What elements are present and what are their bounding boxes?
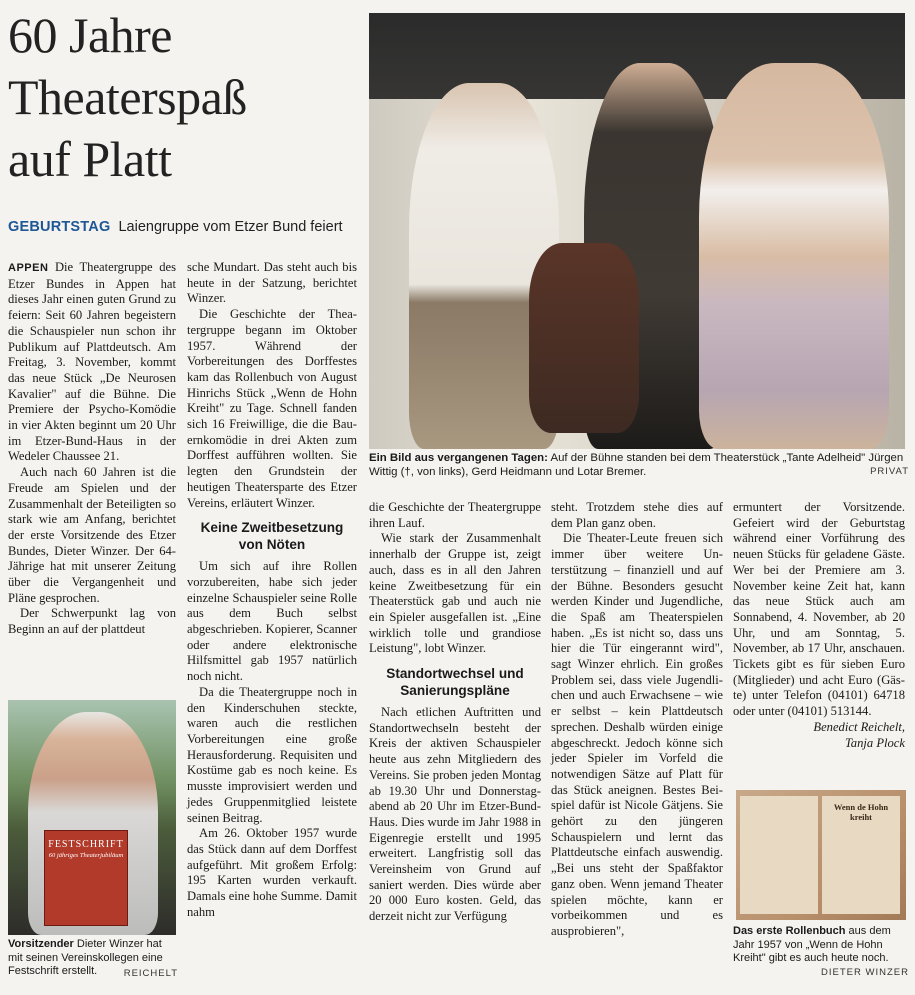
portrait-photo-credit: REICHELT: [123, 968, 178, 979]
portrait-caption: [8, 938, 178, 981]
paragraph: ermuntert der Vorsitzende. Gefeiert wird der Geburtstag während einer Vorführung des neuen Stücks für geladene Gäste. Wer bei der Premiere am 3. November keine Zeit hat, kann das neue Stück auch am Sonnabend, 4. November, ab 20 Uhr, und am Sonntag, 5. November, ab 17 Uhr, anschauen. Tickets gibt es für sieben Euro (Mitglieder) und acht Euro (Gäste) unter Telefon (04101) 64718 oder unter (04101) 513144.: [733, 500, 905, 719]
paragraph: Die Theater-Leute freuen sich immer über weitere Unterstützung – finanziell und auf der Bühne. Besonders gesucht werden Kinder und Jugendliche, die Spaß am Theaterspielen haben. „Es ist nicht so, dass uns hier die Tür eingerannt wird", sagt Winzer ehrlich. Ein großes Problem sei, dass viele Jugendlichen und auch Erwachsene – wie er selbst – kein Plattdeutsch sprechen. Deshalb würden einige abgeschreckt. Jedoch könne sich jeder Spieler im Vorfeld die notwendigen Sätze auf Platt für das Stück aneignen. Bestes Beispiel dafür ist Nicole Gätjens. Sie gehört zu den jüngeren Schauspielern und lernt das Plattdeutsche einfach auswendig. „Bei uns steht der Spaßfaktor ganz oben. Wenn jemand Theater spielen möchte, kann er vorbeikommen und es ausprobieren",: [551, 531, 723, 938]
book-photo: [736, 790, 906, 920]
headline-line1: 60 Jahre: [8, 7, 172, 63]
paragraph: Am 26. Oktober 1957 wurde das Stück dann auf dem Dorffest aufgeführt. Mit großem Erfolg: 195 Karten wurden verkauft. Damals eine hohe Summe. Damit nahm: [187, 826, 357, 919]
book-caption: [733, 925, 909, 979]
main-caption-text: Auf der Bühne standen bei dem Theaterstück „Tante Adelheid" Jürgen Wittig (†, von links), Gerd Heidmann und Lotar Bremer.: [369, 452, 904, 478]
book-title: Wenn de Hohn kreiht: [833, 802, 889, 822]
main-photo-credit: PRIVAT: [870, 466, 909, 477]
paragraph: Auch nach 60 Jahren ist die Freude am Spielen und der Zusammenhalt der Beteiligten so stark wie am Anfang, berichtet der erste Vorsitzende des Etzer Bundes, Dieter Winzer. Der 64-Jährige hat mit unserer Zeitung über die Vergangenheit und Pläne gesprochen.: [8, 465, 176, 605]
main-photo: [369, 13, 905, 449]
festschrift-booklet: [44, 830, 128, 926]
subheading-standortwechsel: Standortwechsel und Sanierungspläne: [386, 666, 524, 699]
article-column-2: [187, 260, 357, 920]
article-column-4: [551, 500, 723, 940]
lead-paragraph: [8, 260, 176, 465]
paragraph: sche Mundart. Das steht auch bis heute in der Satzung, berichtet Winzer.: [187, 260, 357, 306]
booklet-title: FESTSCHRIFT: [48, 839, 124, 850]
booklet-subtitle: 60 jähriges Theaterjubiläum: [48, 852, 124, 859]
portrait-photo: [8, 700, 176, 935]
portrait-caption-text: Dieter Winzer hat mit seinen Vereinskollegen eine Festschrift erstellt.: [8, 938, 163, 977]
book-caption-text: aus dem Jahr 1957 von „Wenn de Hohn Kreiht" gibt es auch heute noch.: [733, 925, 891, 964]
dateline: APPEN: [8, 262, 49, 274]
kicker: GEBURTSTAG: [8, 219, 111, 235]
kicker-row: [8, 219, 363, 235]
book-photo-credit: DIETER WINZER: [821, 966, 909, 978]
subheading-zweitbesetzung: Keine Zweitbesetzung von Nöten: [200, 520, 344, 553]
paragraph: Die Theatergruppe des Etzer Bundes in Appen hat dieses Jahr einen guten Grund zu feiern: Seit 60 Jahren begeistern die Schauspieler nun schon ihr Publikum auf Plattdeutsch. Am Freitag, 3. November, kommt das neue Stück „De Neurosen Kavalier" auf die Bühne. Die Premiere der Psycho-Komödie in vier Akten beginnt um 20 Uhr im Etzer-Bund-Haus in der Wedeler Chaussee 21.: [8, 260, 176, 464]
portrait-caption-lead: Vorsitzender: [8, 938, 74, 950]
main-caption-lead: Ein Bild aus vergangenen Tagen:: [369, 452, 548, 464]
paragraph: Die Geschichte der Theatergruppe begann im Oktober 1957. Während der Vorbereitungen des Dorffestes kam das Rollenbuch von August Hinrichs Stück „Wenn de Hohn Kreiht" zu Tage. Schnell fanden sich 16 Freiwillige, die die Bauernkomödie in drei Akten zum Dorffest aufführen wollten. Sie legten den Grundstein der heutigen Theatersparte des Etzer Vereins, erläutert Winzer.: [187, 307, 357, 510]
article-column-5: [733, 500, 905, 751]
author-line-2: Tanja Plock: [844, 735, 905, 750]
coat-prop: [529, 243, 639, 433]
headline-line2: Theaterspaß: [8, 69, 247, 125]
paragraph: Nach etlichen Auftritten und Standortwechseln besteht der Kreis der aktiven Schauspieler heute aus zehn Mitgliedern des Vereins. Sie proben jeden Montag ab 19.30 Uhr und Donnerstagabend ab 20 Uhr im Etzer-Bund-Haus. Dies wurde im Jahr 1988 in Eigenregie erstellt und 1995 erweitert. Langfristig soll das Vereinsheim von Grund auf saniert werden. Dies würde aber 20 000 Euro kosten. Geld, das derzeit nicht zur Verfügung: [369, 705, 541, 924]
paragraph: Um sich auf ihre Rollen vorzubereiten, habe sich jeder einzelne Schauspieler seine Rolle aus dem Buch selbst abgeschrieben. Kopierer, Scanner oder andere elektronische Hilfsmittel gab 1957 natürlich noch nicht.: [187, 559, 357, 684]
headline: [8, 4, 358, 190]
headline-line3: auf Platt: [8, 131, 172, 187]
article-column-1: [8, 260, 176, 638]
main-photo-caption: [369, 451, 909, 479]
article-column-3: [369, 500, 541, 925]
paragraph: Der Schwerpunkt lag von Beginn an auf der plattdeut: [8, 606, 176, 637]
author-line-1: Benedict Reichelt,: [813, 719, 905, 734]
paragraph: die Geschichte der Theatergruppe ihren Lauf.: [369, 500, 541, 530]
actor-right-figure: [699, 63, 889, 449]
paragraph: Wie stark der Zusammenhalt innerhalb der Gruppe ist, zeigt auch, dass es in all den Jahren keine Zweitbesetzung für ein Theaterstück gab und auch nie ein Spieler ausgefallen ist. „Eine wirklich tolle und grandiose Leistung", lobt Winzer.: [369, 531, 541, 656]
book-left-page: [740, 796, 818, 914]
paragraph: Da die Theatergruppe noch in den Kinderschuhen steckte, waren auch die restlichen Vorbereitungen eine große Herausforderung. Requisiten und Kostüme gab es noch keine. Es musste improvisiert werden und jedes Gruppenmitglied leistete seinen Beitrag.: [187, 684, 357, 825]
subtitle: Laiengruppe vom Etzer Bund feiert: [118, 219, 343, 235]
book-caption-lead: Das erste Rollenbuch: [733, 925, 846, 937]
paragraph: steht. Trotzdem stehe dies auf dem Plan ganz oben.: [551, 500, 723, 530]
